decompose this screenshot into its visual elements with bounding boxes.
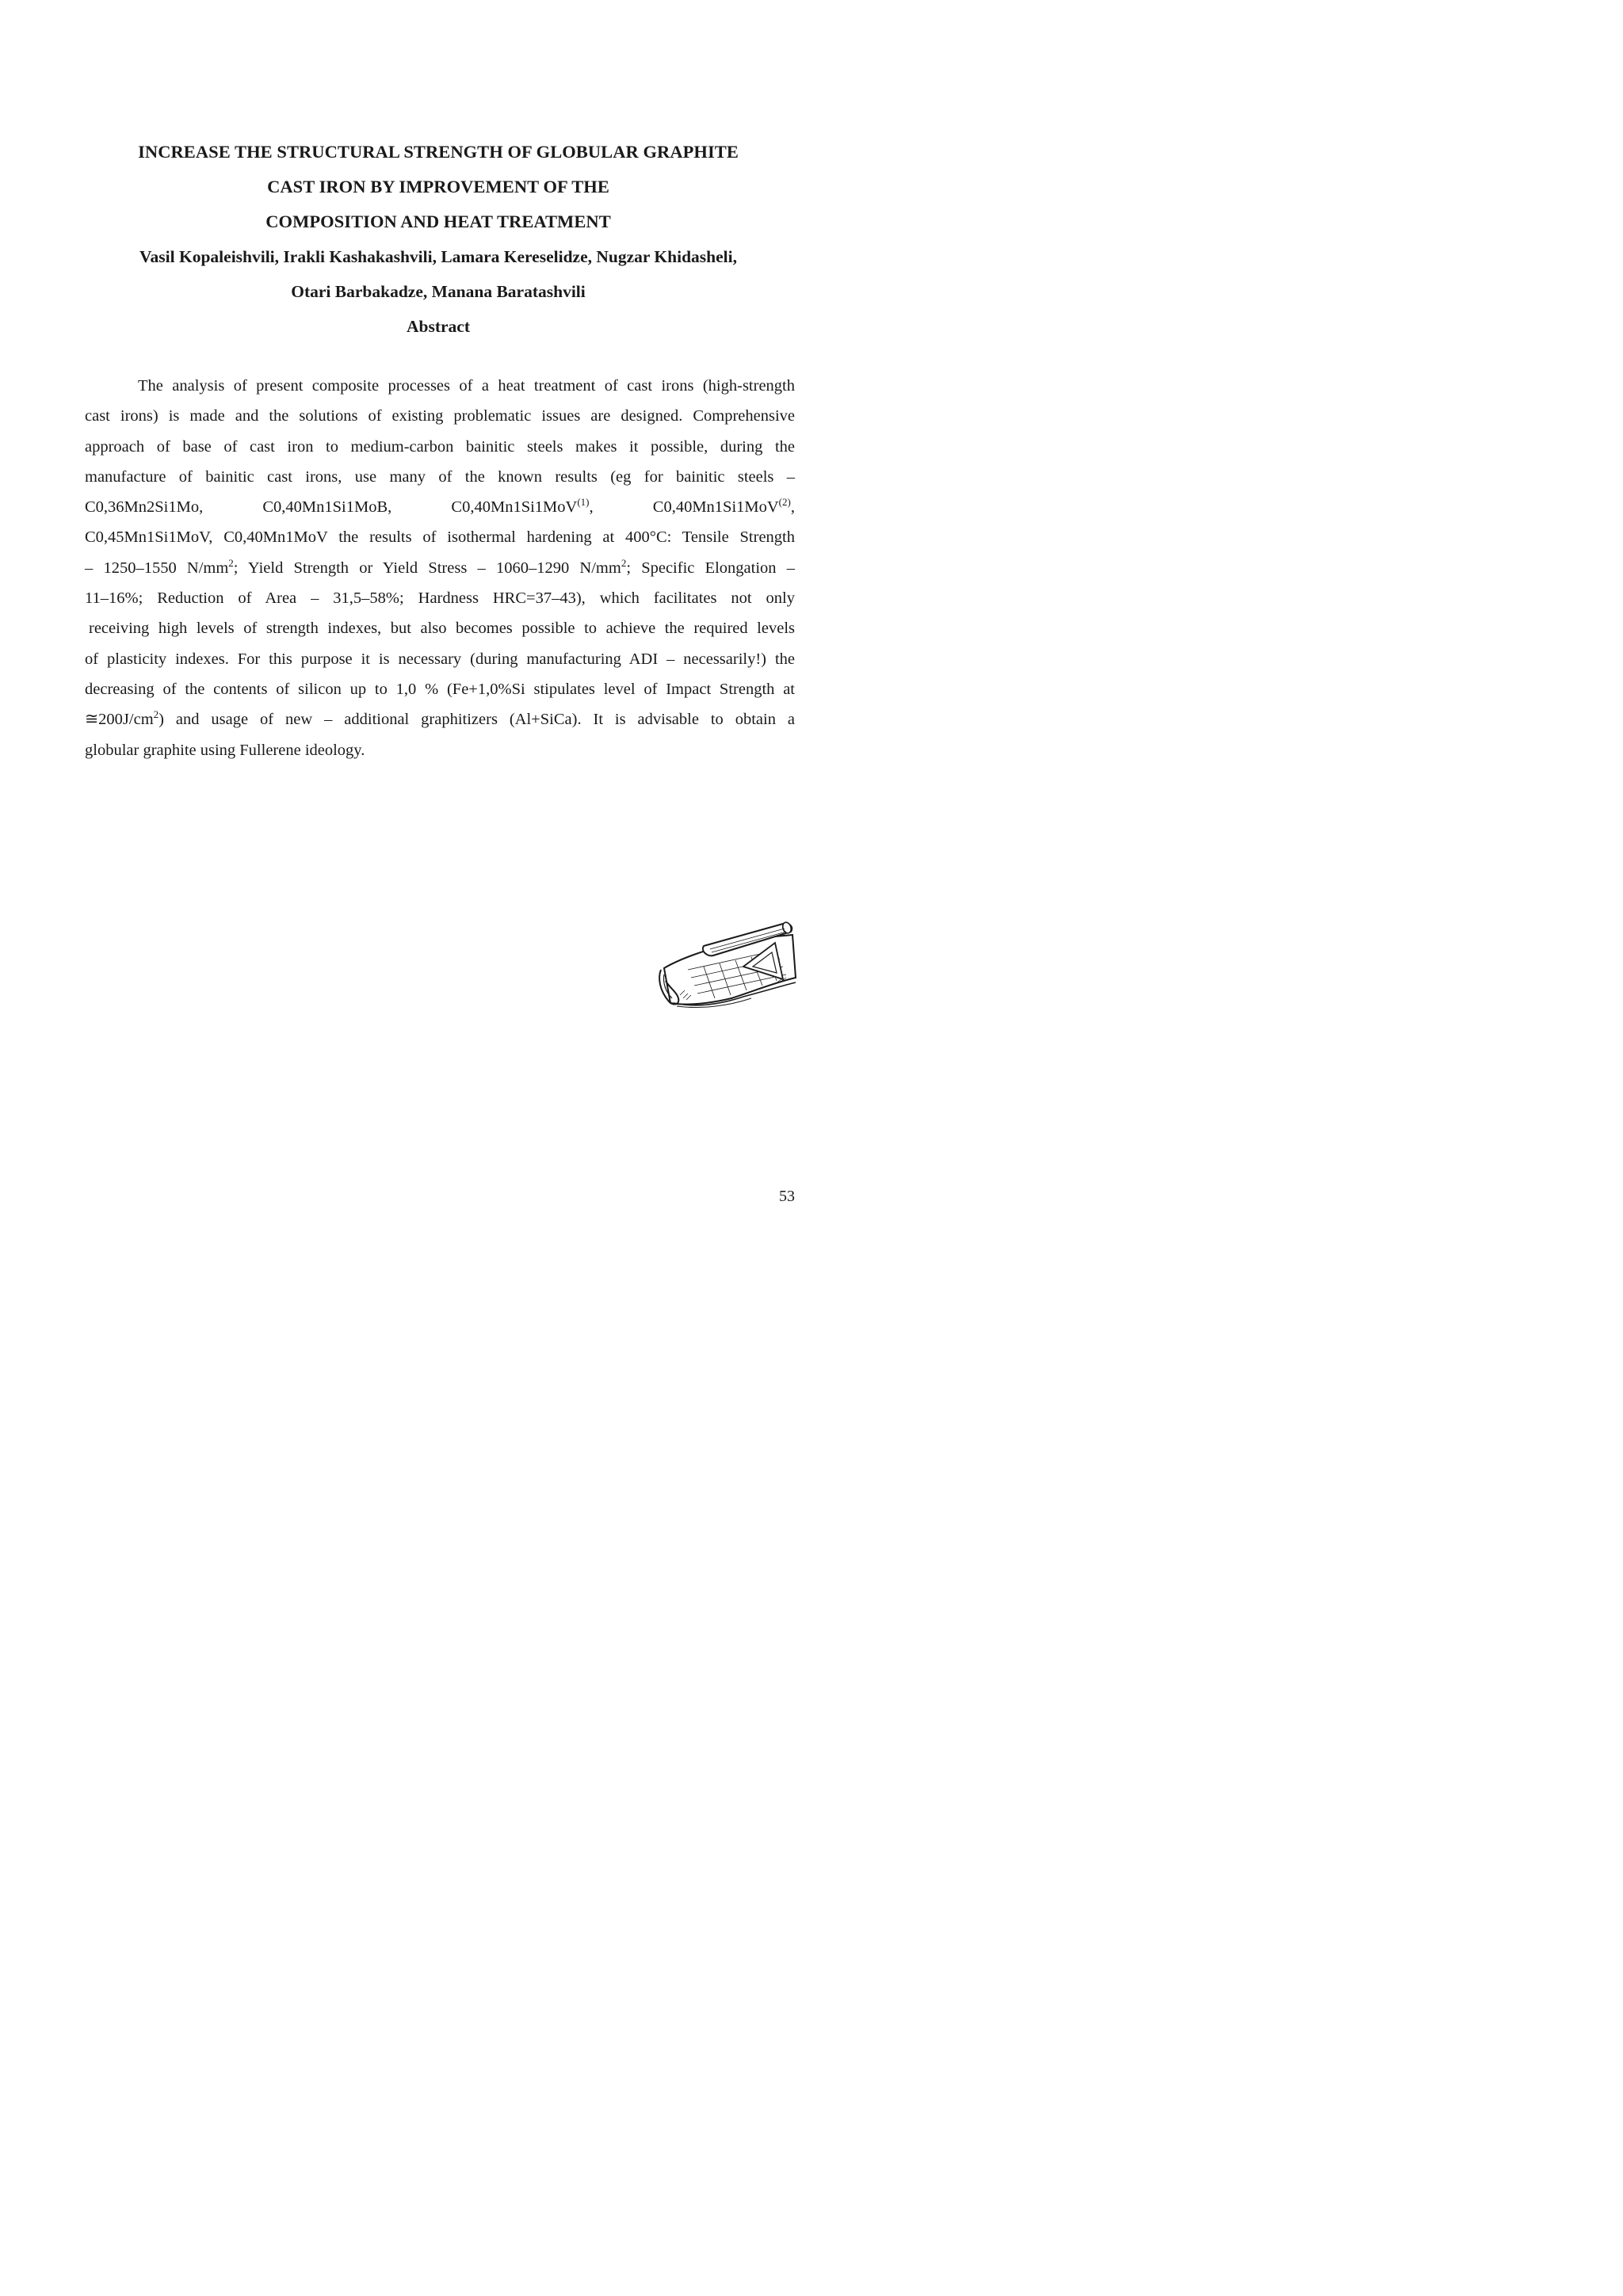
abstract-line-4: manufacture of bainitic cast irons, use many of the known results (eg for bainitic steels –	[85, 467, 795, 486]
authors-line-2: Otari Barbakadze, Manana Baratashvili	[291, 282, 586, 301]
steel-grade-1: C0,36Mn2Si1Mo,	[85, 498, 204, 517]
steel-grade-3-superscript: (1)	[577, 496, 590, 509]
steel-grade-4	[653, 492, 795, 522]
abstract-line-8: 11–16%; Reduction of Area – 31,5–58%; Hardness HRC=37–43), which facilitates not only	[85, 589, 795, 608]
steel-grade-4-text: C0,40Mn1Si1MoV	[652, 498, 779, 517]
header-block	[0, 135, 876, 344]
paper-title-line-3: COMPOSITION AND HEAT TREATMENT	[265, 212, 611, 231]
steel-grade-4-superscript: (2)	[778, 496, 791, 509]
abstract-heading: Abstract	[406, 317, 470, 336]
page-number: 53	[779, 1188, 795, 1205]
steel-grade-2: C0,40Mn1Si1MoB,	[262, 498, 392, 517]
abstract-line-2: cast irons) is made and the solutions of existing problematic issues are designed. Comprehensive	[85, 407, 795, 425]
steel-grade-3	[451, 492, 593, 522]
steel-grades-row	[85, 492, 795, 522]
abstract-line-10: of plasticity indexes. For this purpose it is necessary (during manufacturing ADI – necessarily!) the	[85, 650, 795, 668]
abstract-line-7-part-c: ; Specific Elongation –	[626, 559, 795, 577]
abstract-line-7-part-a: – 1250–1550 N/mm	[85, 559, 229, 577]
steel-grade-3-text: C0,40Mn1Si1MoV	[451, 498, 578, 517]
abstract-line-12-part-b: ) and usage of new – additional graphitizers (Al+SiCa). It is advisable to obtain a	[158, 711, 795, 729]
abstract-body	[85, 371, 795, 765]
abstract-line-12-superscript: 2	[153, 708, 159, 721]
abstract-line-12-part-a: ≅200J/cm	[85, 711, 154, 729]
steel-grade-3-comma: ,	[589, 498, 594, 517]
paper-title-line-1: INCREASE THE STRUCTURAL STRENGTH OF GLOBULAR GRAPHITE	[138, 142, 739, 162]
steel-grade-4-comma: ,	[790, 498, 795, 517]
abstract-line-11: decreasing of the contents of silicon up to 1,0 % (Fe+1,0%Si stipulates level of Impact Strength at	[85, 680, 795, 698]
abstract-line-3: approach of base of cast iron to medium-carbon bainitic steels makes it possible, during the	[85, 437, 795, 456]
abstract-line-7	[85, 553, 795, 583]
abstract-line-7-superscript-1: 2	[228, 556, 234, 569]
abstract-line-7-superscript-2: 2	[621, 556, 627, 569]
abstract-line-7-part-b: ; Yield Strength or Yield Stress – 1060–1290 N/mm	[233, 559, 621, 577]
abstract-line-9: receiving high levels of strength indexes, but also becomes possible to achieve the required levels	[89, 620, 795, 638]
abstract-line-1: The analysis of present composite processes of a heat treatment of cast irons (high-strength	[138, 377, 795, 395]
authors-line-1: Vasil Kopaleishvili, Irakli Kashakashvili, Lamara Kereselidze, Nugzar Khidasheli,	[139, 247, 737, 266]
blueprint-scroll-icon	[656, 919, 799, 1010]
abstract-line-6: C0,45Mn1Si1MoV, C0,40Mn1MoV the results of isothermal hardening at 400°C: Tensile Strength	[85, 528, 795, 547]
abstract-line-13: globular graphite using Fullerene ideology.	[85, 741, 365, 759]
abstract-line-12	[85, 704, 795, 734]
paper-title-line-2: CAST IRON BY IMPROVEMENT OF THE	[267, 177, 609, 196]
